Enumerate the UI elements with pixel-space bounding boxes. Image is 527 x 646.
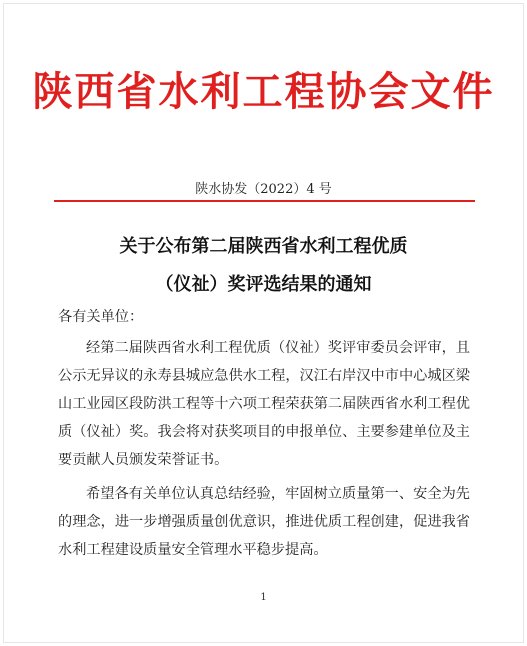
body-paragraph-1: 经第二届陕西省水利工程优质（仪祉）奖评审委员会评审，且公示无异议的永寿县城应急供水工程，汉江右岸汉中市中心城区梁山工业园区段防洪工程等十六项工程荣获第二届陕西省水利工程优质（仪祉）奖。我会将对获奖项目的申报单位、主要参建单位及主要贡献人员颁发荣誉证书。 [58, 340, 470, 468]
notice-title-line1: 关于公布第二届陕西省水利工程优质 [119, 236, 408, 257]
body-paragraph-2: 希望各有关单位认真总结经验，牢固树立质量第一、安全为先的理念，进一步增强质量创优意识，推进优质工程创建，促进我省水利工程建设质量安全管理水平稳步提高。 [58, 486, 470, 558]
notice-title-line2: （仪祉）奖评选结果的通知 [155, 274, 372, 295]
document-header-title: 陕西省水利工程协会文件 [32, 69, 495, 115]
salutation: 各有关单位： [58, 309, 144, 325]
page-number: 1 [260, 592, 267, 603]
document-number: 陕水协发（2022）4 号 [195, 182, 332, 197]
red-divider-line [54, 200, 475, 202]
